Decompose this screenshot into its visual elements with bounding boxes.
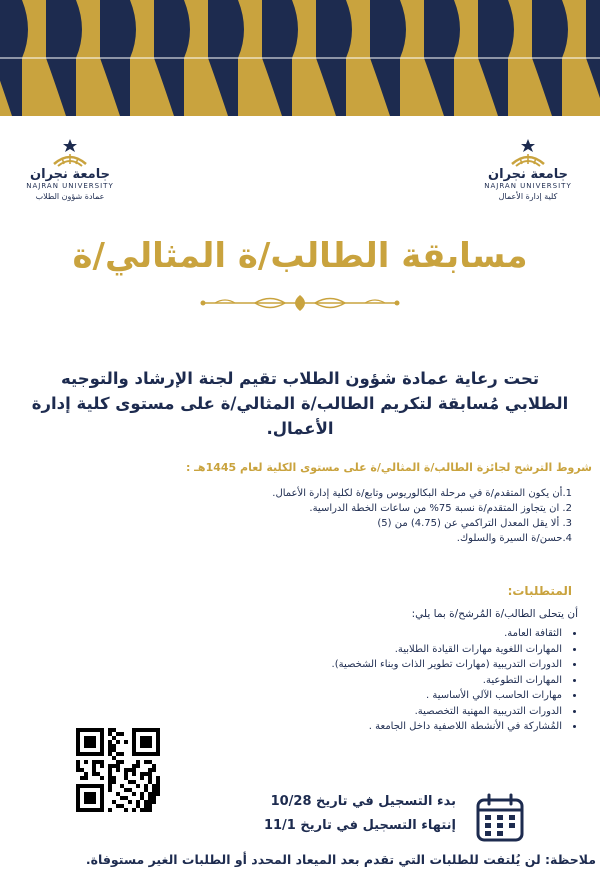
ornament-divider-icon: [195, 292, 405, 314]
requirements-title: المتطلبات:: [507, 584, 572, 598]
footer-note: ملاحظة: لن يُلتفت للطلبات التي تقدم بعد الميعاد المحدد أو الطلبات الغير مستوفاة.: [85, 852, 596, 867]
requirement-item: • الثقافة العامة.: [234, 626, 564, 642]
requirement-item: • المهارات اللغوية مهارات القيادة الطلابية.: [234, 642, 564, 658]
registration-end: إنتهاء التسجيل في تاريخ 11/1: [263, 818, 456, 833]
requirement-item: • الدورات التدريبية المهنية التخصصية.: [234, 704, 564, 720]
conditions-title: شروط الترشح لجائزة الطالب/ة المثالي/ة على مستوى الكلية لعام 1445هـ :: [185, 461, 592, 474]
decorative-banner: [0, 0, 600, 116]
logo-business-college: [472, 138, 584, 212]
logo-arabic-name: جامعة نجران: [488, 167, 568, 182]
condition-item: 1.أن يكون المتقدم/ة في مرحلة البكالوريوس وتابع/ة لكلية إدارة الأعمال.: [272, 488, 572, 499]
requirement-item: • مهارات الحاسب الآلي الأساسية .: [234, 688, 564, 704]
requirements-list: [234, 626, 578, 735]
logo-unit-name: كلية إدارة الأعمال: [498, 192, 558, 201]
condition-item: 3. ألا يقل المعدل التراكمي عن (4.75) من (5): [377, 518, 572, 529]
logo-arabic-name: جامعة نجران: [30, 167, 110, 182]
conditions-list: [32, 486, 572, 546]
qr-code-icon[interactable]: [76, 728, 160, 812]
logo-unit-name: عمادة شؤون الطلاب: [35, 192, 105, 201]
requirements-intro: أن يتحلى الطالب/ة المُرشح/ة بما يلي:: [411, 608, 578, 620]
requirement-item: • المهارات التطوعية.: [234, 673, 564, 689]
condition-item: 2. ان يتجاوز المتقدم/ة نسبة 75% من ساعات الخطة الدراسية.: [309, 503, 572, 514]
condition-item: 4.حسن/ة السيرة والسلوك.: [456, 533, 572, 544]
intro-paragraph: تحت رعاية عمادة شؤون الطلاب تقيم لجنة الإرشاد والتوجيه الطلابي مُسابقة لتكريم الطالب/ة المثالي/ة على مستوى كلية إدارة الأعمال.: [31, 369, 569, 438]
registration-start: بدء التسجيل في تاريخ 10/28: [270, 794, 456, 809]
logo-student-affairs: [14, 138, 126, 212]
requirement-item: • المُشاركة في الأنشطة اللاصفية داخل الجامعة .: [234, 719, 564, 735]
page-title: مسابقة الطالب/ة المثالي/ة: [72, 236, 528, 276]
star-crown-emblem-icon: [50, 138, 90, 168]
star-crown-emblem-icon: [508, 138, 548, 168]
requirement-item: • الدورات التدريبية (مهارات تطوير الذات وبناء الشخصية).: [234, 657, 564, 673]
logo-english-name: NAJRAN UNIVERSITY: [484, 182, 572, 190]
logo-english-name: NAJRAN UNIVERSITY: [26, 182, 114, 190]
calendar-icon: [474, 792, 526, 844]
